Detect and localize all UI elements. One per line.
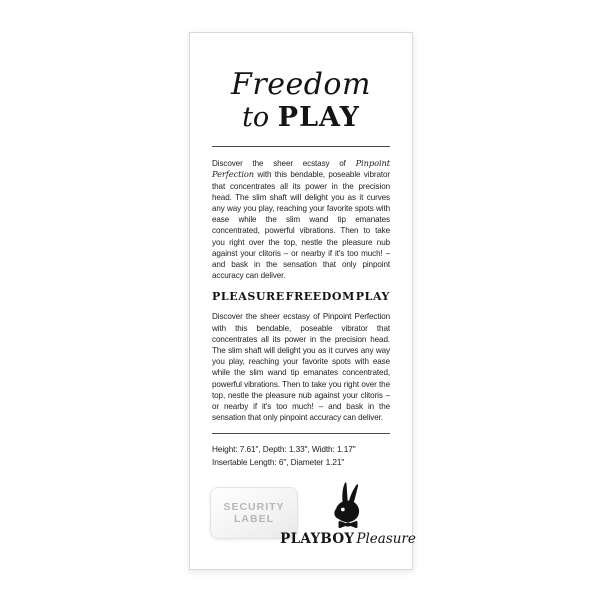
title-play-text: PLAY bbox=[277, 101, 360, 133]
security-label-text: SECURITY LABEL bbox=[223, 500, 285, 525]
product-name-italic: Pinpoint Perfection bbox=[212, 158, 390, 180]
intro-paragraph-lead: Discover the sheer ecstasy of bbox=[212, 159, 356, 169]
tagline-word-freedom: FREEDOM bbox=[285, 290, 355, 304]
title-line-to-play bbox=[212, 103, 390, 133]
brand-name-text: PLAYBOY bbox=[280, 531, 355, 547]
body-paragraph: Discover the sheer ecstasy of Pinpoint Perfection with this bendable, poseable vibrator that concentrates all its power in the precision head. The slim shaft will delight you as it curves any way you play, reaching your favorite spots with ease while the slim wand tip emanates concentrated, powerful vibrations. Then to take you right over the top, nestle the pleasure nub against your clitoris – or nearby if it's too much! – and bask in the sensation that only pinpoint accuracy can deliver. bbox=[212, 312, 390, 423]
playboy-bunny-icon bbox=[327, 481, 369, 529]
tagline-word-play: PLAY bbox=[355, 290, 390, 304]
specs-divider bbox=[212, 433, 390, 434]
title-line-freedom: Freedom bbox=[231, 67, 371, 102]
package-back-panel bbox=[189, 32, 416, 570]
panel-content bbox=[190, 33, 416, 569]
intro-paragraph-rest: with this bendable, poseable vibrator that concentrates all its power in the precision head. The slim shaft will delight you as it curves any way you play, reaching your favorite spots with ease while the slim wand tip emanates concentrated, powerful vibrations. Then to take you right over the top, nestle the pleasure nub against your clitoris – or nearby if it's too much! – and bask in the sensation that only pinpoint accuracy can deliver. bbox=[212, 170, 390, 281]
bottom-row bbox=[210, 481, 416, 547]
tagline-row bbox=[212, 290, 390, 303]
specs-line-2: Insertable Length: 6", Diameter 1.21" bbox=[212, 457, 345, 468]
panel-title bbox=[212, 33, 390, 132]
specs-line-1: Height: 7.61", Depth: 1.33", Width: 1.17" bbox=[212, 444, 356, 455]
brand-block bbox=[280, 481, 416, 547]
brand-wordmark bbox=[280, 531, 416, 547]
brand-collection-text: Pleasure bbox=[356, 531, 416, 547]
tagline-word-pleasure: PLEASURE bbox=[212, 290, 285, 304]
intro-paragraph bbox=[212, 158, 390, 281]
specs-block bbox=[212, 443, 390, 469]
title-divider bbox=[212, 146, 390, 147]
title-to-text: to bbox=[242, 101, 278, 133]
